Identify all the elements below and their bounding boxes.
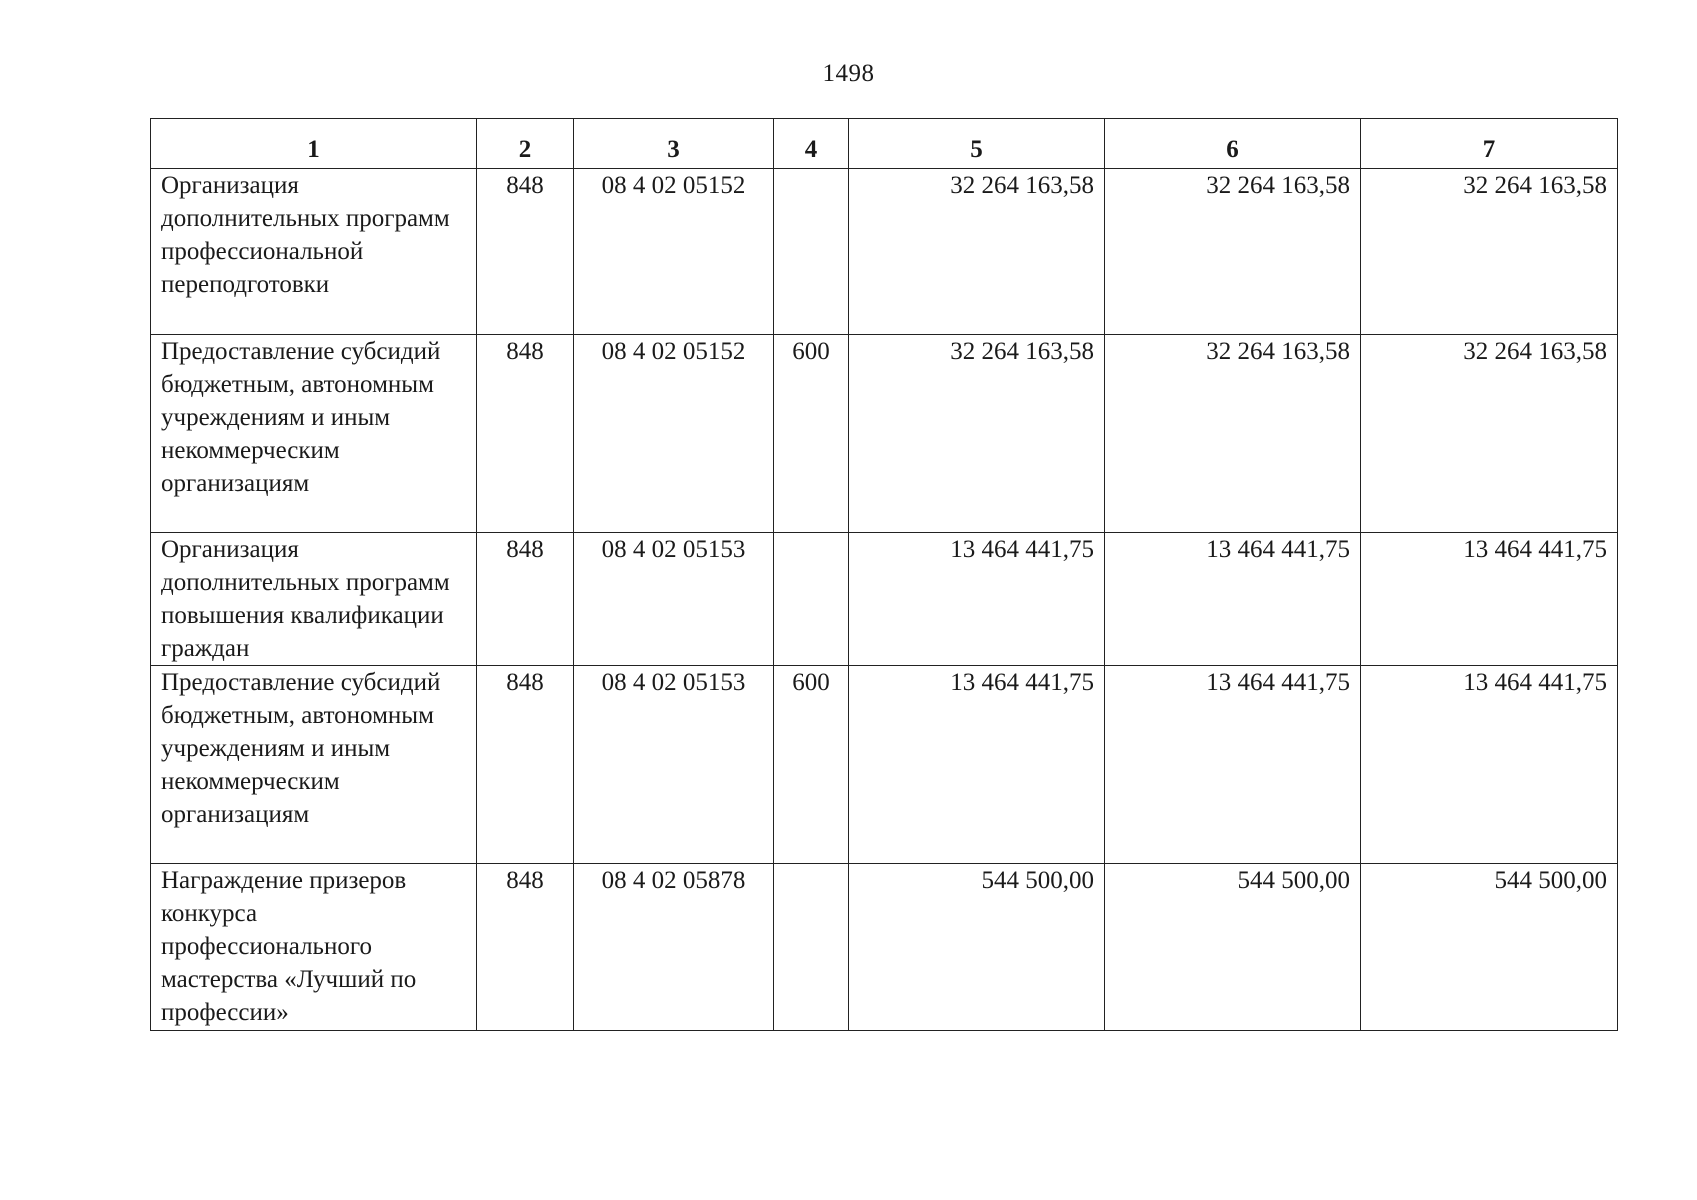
row-name-cell: Организация дополнительных программ повышения квалификации граждан <box>151 533 477 666</box>
row-value6-cell: 32 264 163,58 <box>1105 335 1361 533</box>
row-code2-cell: 848 <box>477 666 574 864</box>
row-value5-cell: 13 464 441,75 <box>849 666 1105 864</box>
row-value6-cell: 32 264 163,58 <box>1105 169 1361 335</box>
header-col-2: 2 <box>477 119 574 169</box>
row-code4-cell: 600 <box>774 666 849 864</box>
row-name-cell: Предоставление субсидий бюджетным, автономным учреждениям и иным некоммерческим организациям <box>151 666 477 864</box>
row-value5-cell: 13 464 441,75 <box>849 533 1105 666</box>
row-code4-cell <box>774 533 849 666</box>
row-code3-cell: 08 4 02 05152 <box>574 169 774 335</box>
table-row <box>151 864 1618 1031</box>
row-code2-cell: 848 <box>477 864 574 1031</box>
row-value6-cell: 544 500,00 <box>1105 864 1361 1031</box>
row-value6-cell: 13 464 441,75 <box>1105 533 1361 666</box>
row-code2-cell: 848 <box>477 169 574 335</box>
row-code3-cell: 08 4 02 05153 <box>574 666 774 864</box>
row-value7-cell: 13 464 441,75 <box>1361 666 1618 864</box>
row-value7-cell: 32 264 163,58 <box>1361 335 1618 533</box>
row-value7-cell: 544 500,00 <box>1361 864 1618 1031</box>
row-code3-cell: 08 4 02 05878 <box>574 864 774 1031</box>
row-name-cell: Награждение призеров конкурса профессионального мастерства «Лучший по профессии» <box>151 864 477 1031</box>
table-header-row <box>151 119 1618 169</box>
row-value7-cell: 32 264 163,58 <box>1361 169 1618 335</box>
row-value5-cell: 32 264 163,58 <box>849 169 1105 335</box>
budget-table <box>150 118 1618 1031</box>
row-code2-cell: 848 <box>477 335 574 533</box>
header-col-5: 5 <box>849 119 1105 169</box>
table-row <box>151 666 1618 864</box>
header-col-1: 1 <box>151 119 477 169</box>
row-value7-cell: 13 464 441,75 <box>1361 533 1618 666</box>
table-row <box>151 335 1618 533</box>
row-code3-cell: 08 4 02 05152 <box>574 335 774 533</box>
row-name-cell: Организация дополнительных программ профессиональной переподготовки <box>151 169 477 335</box>
header-col-6: 6 <box>1105 119 1361 169</box>
header-col-3: 3 <box>574 119 774 169</box>
row-value5-cell: 544 500,00 <box>849 864 1105 1031</box>
table-row <box>151 533 1618 666</box>
table-row <box>151 169 1618 335</box>
row-code4-cell <box>774 169 849 335</box>
row-name-cell: Предоставление субсидий бюджетным, автономным учреждениям и иным некоммерческим организациям <box>151 335 477 533</box>
row-value6-cell: 13 464 441,75 <box>1105 666 1361 864</box>
header-col-4: 4 <box>774 119 849 169</box>
header-col-7: 7 <box>1361 119 1618 169</box>
row-code4-cell: 600 <box>774 335 849 533</box>
row-code3-cell: 08 4 02 05153 <box>574 533 774 666</box>
row-code2-cell: 848 <box>477 533 574 666</box>
page-number: 1498 <box>822 60 875 87</box>
row-value5-cell: 32 264 163,58 <box>849 335 1105 533</box>
row-code4-cell <box>774 864 849 1031</box>
